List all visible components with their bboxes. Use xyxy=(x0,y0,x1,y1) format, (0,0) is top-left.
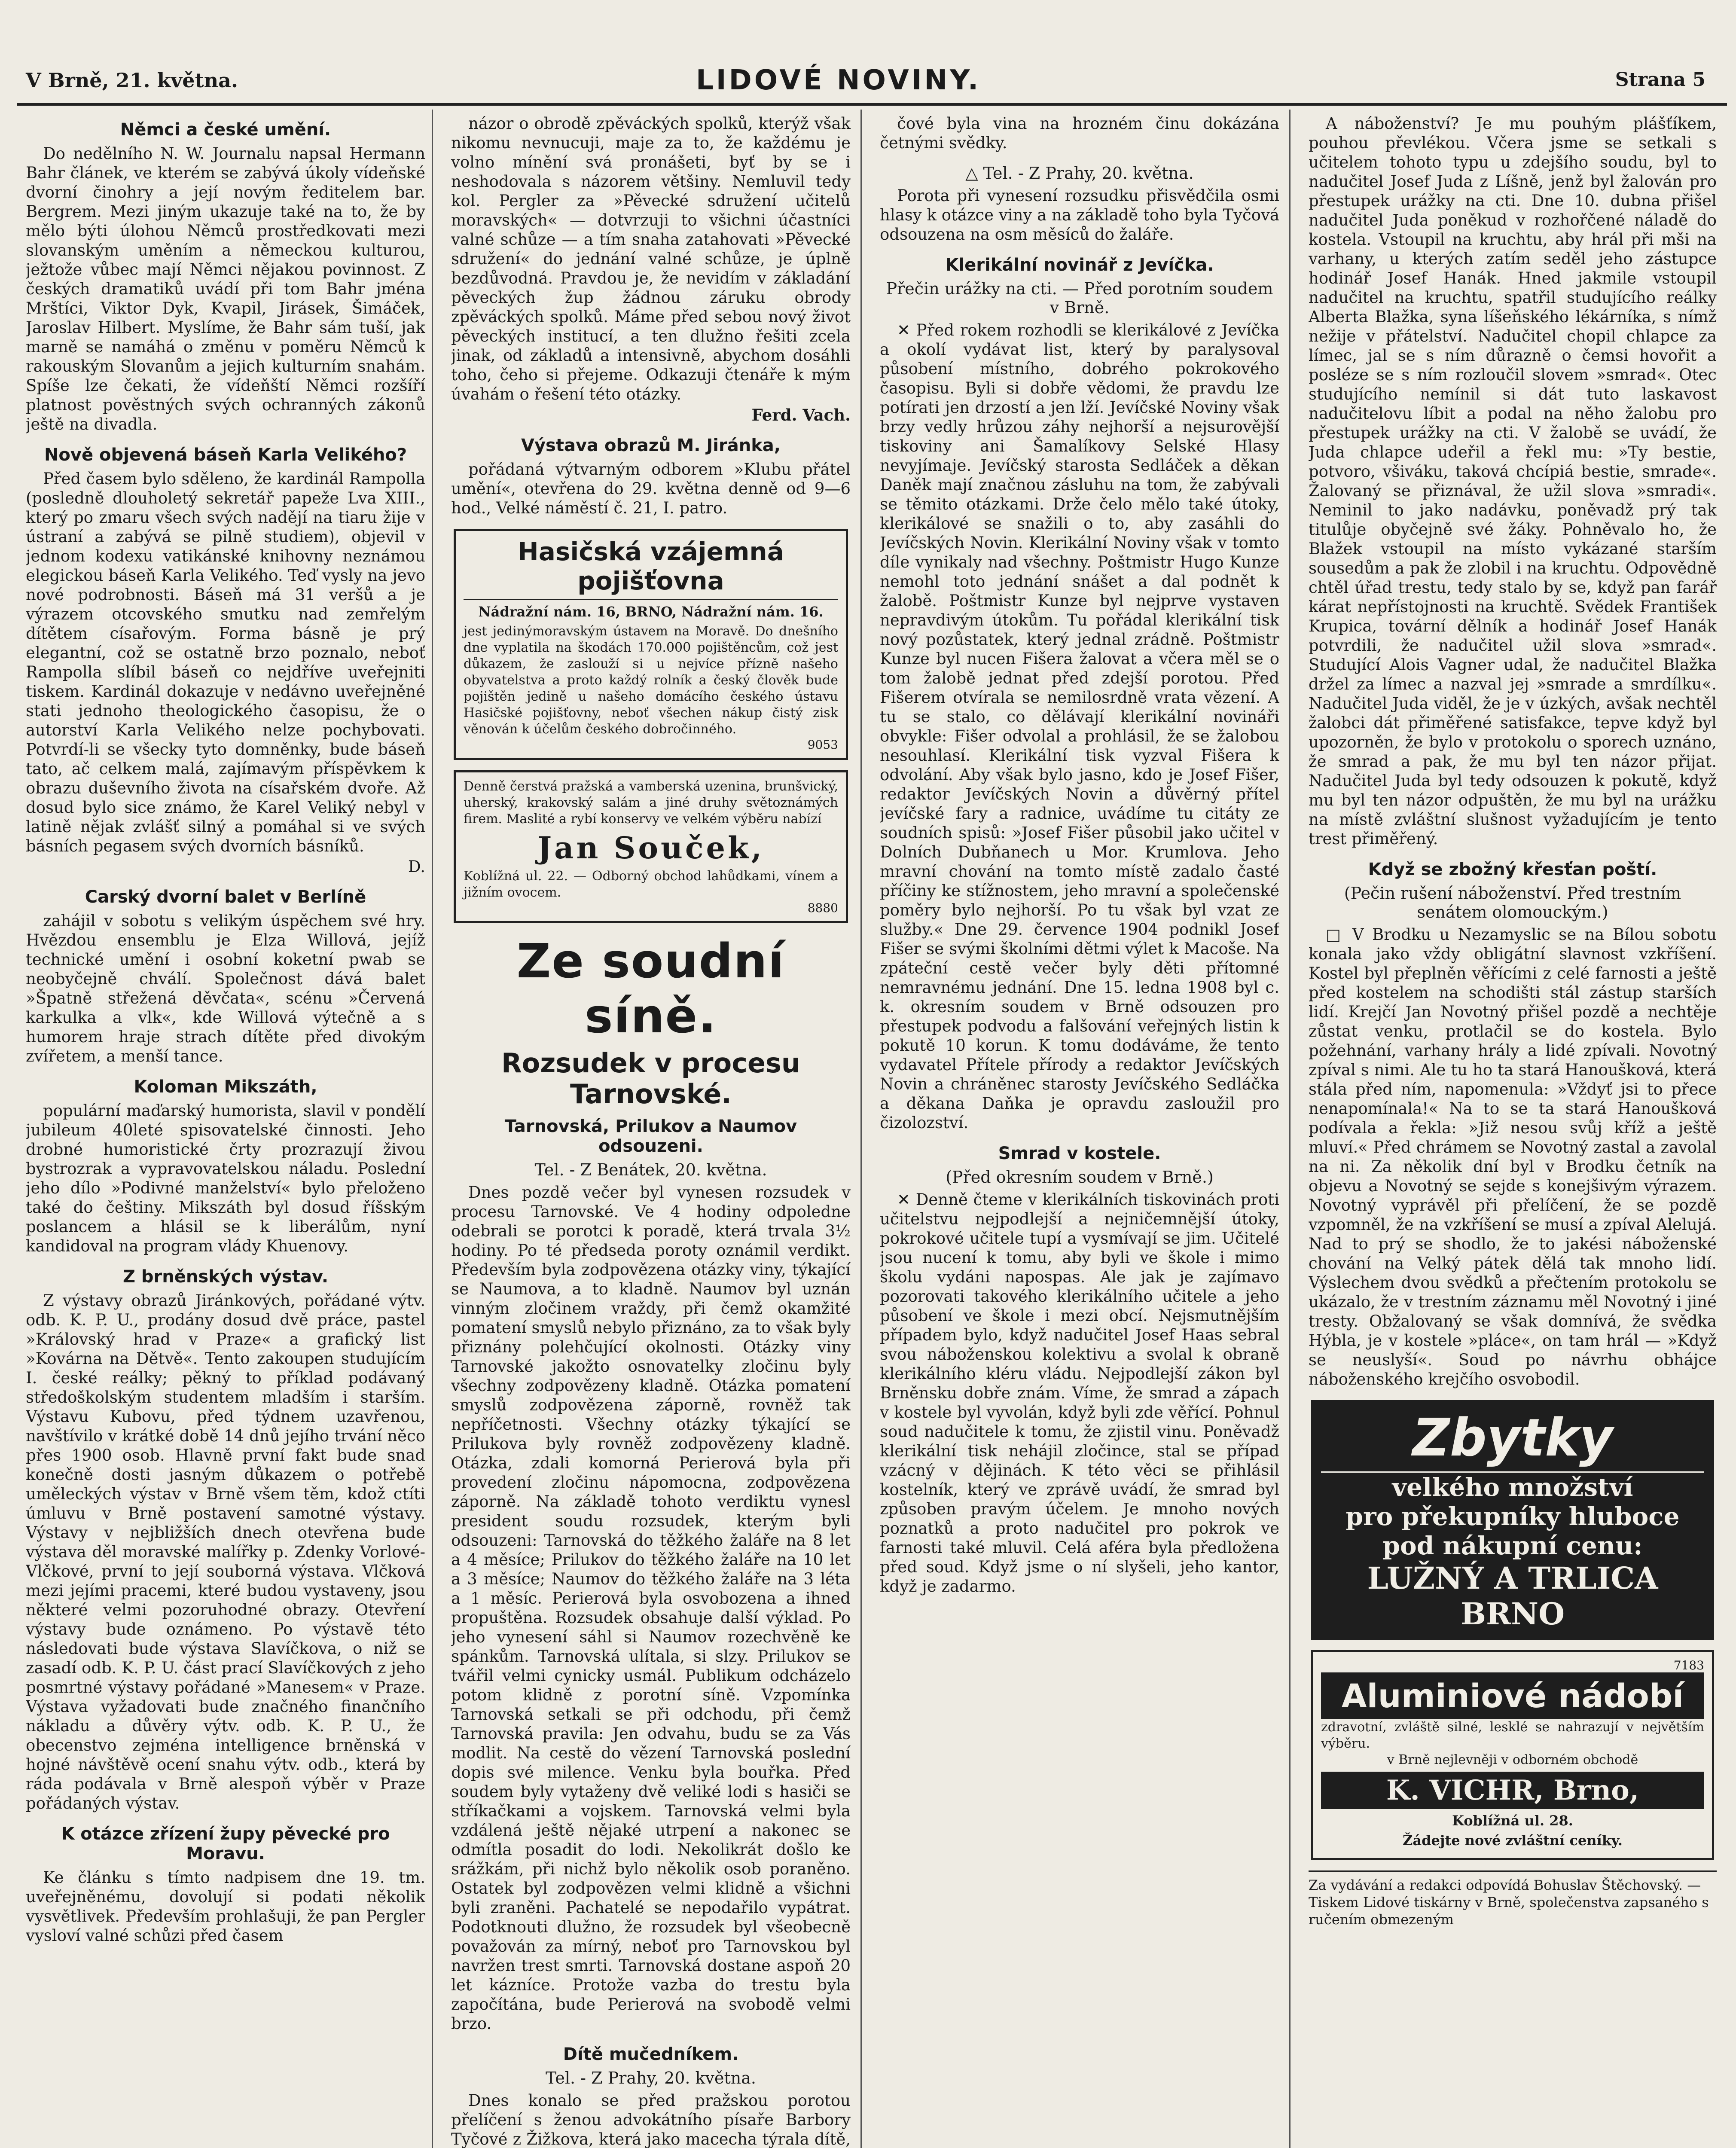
article-body: populární maďarský humorista, slavil v pondělí jubileum 40leté spisovatelské činnosti. Jeho drobné humoristické črty prozrazují živou bystrozrak a vypravovatelskou náladu. Poslední jeho dílo »Podivné manželství« bylo přeloženo také do češtiny. Mikszáth byl dosud říšským poslancem a hlásil se k liberálům, nyní kandidoval na program vlády Khuenovy. xyxy=(26,1101,425,1255)
column-4 xyxy=(1309,114,1717,2148)
column-divider xyxy=(1289,110,1291,2148)
article-dateline: Tel. - Z Prahy, 20. května. xyxy=(545,2069,756,2087)
column-divider xyxy=(432,110,433,2148)
ad-jan-soucek xyxy=(454,770,848,923)
column-divider xyxy=(860,110,862,2148)
article-subheadline: (Pečin rušení náboženství. Před trestním senátem olomouckým.) xyxy=(1344,884,1681,921)
article-headline: Když se zbožný křesťan poští. xyxy=(1368,860,1657,879)
section-subheadline: Rozsudek v procesu Tarnovské. xyxy=(501,1047,801,1110)
ad-text: zdravotní, zvláště silné, lesklé se nahrazují v největším výběru. xyxy=(1321,1720,1704,1751)
ad-subtitle: velkého množství xyxy=(1392,1473,1633,1502)
article-headline: Výstava obrazů M. Jiránka, xyxy=(521,436,781,455)
article-body: Do nedělního N. W. Journalu napsal Hermann Bahr článek, ve kterém se zabývá úkoly vídeňské dvorní činohry a její novým ředitelem bar. Bergrem. Mezi jiným ukazuje také na to, že by mělo býti úlohou Němců prostředkovati mezi slovanským uměním a německou kulturou, ježtože vůbec mají Němci nějakou povinnost. Z českých dramatiků uvádí při tom Bahr jména Mrštíci, Viktor Dyk, Kvapil, Jirásek, Šimáček, Jaroslav Hilbert. Myslíme, že Bahr sám tuší, jak marně se namáhá o změnu v poměru Němců k rakouským Slovanům a jejich kulturním snahám. Spíše lze čekati, že vídeňští Němci rozšíří platnost pověstných svých ochranných zákonů ještě na divadla. xyxy=(26,144,425,433)
article-smrad-continued xyxy=(1309,114,1717,848)
ad-title: Zbytky xyxy=(1321,1408,1704,1473)
ad-address: Nádražní nám. 16, BRNO, Nádražní nám. 16. xyxy=(478,604,824,620)
ad-title: Hasičská vzájemná pojišťovna xyxy=(464,537,838,600)
article-body: Porota při vynesení rozsudku přisvědčila osmi hlasy k otázce viny a na základě toho byla Tyčová odsouzena na osm měsíců do žaláře. xyxy=(880,186,1279,244)
column-2 xyxy=(451,114,851,2148)
ad-vendor-name: LUŽNÝ A TRLICA BRNO xyxy=(1367,1560,1658,1632)
column-3 xyxy=(880,114,1279,2148)
ad-number: 7183 xyxy=(1673,1658,1704,1672)
article-body: Dnes konalo se před pražskou porotou přelíčení s ženou advokátního písaře Barbory Tyčové z Žižkova, která jako macecha týrala dítě, xyxy=(451,2091,851,2148)
article-signature: D. xyxy=(408,857,425,876)
ad-text: pro překupníky hluboce pod nákupní cenu: xyxy=(1345,1502,1680,1560)
article-headline: Tarnovská, Prilukov a Naumov odsouzeni. xyxy=(504,1117,797,1156)
article-zupa xyxy=(26,1824,425,1945)
article-dite-verdict xyxy=(880,164,1279,244)
article-body: ✕ Denně čteme v klerikálních tiskovinách proti učitelstvu nejpodlejší a nejničemnější útoky, pokrokové učitele tupí a vysmívají se jim. Učitelé jsou nucení k tomu, aby byli ve škole i mimo školu vydáni napospas. Ale jak je zajímavo pozorovati takového klerikálního učitele a jeho působení ve škole i mezi obcí. Nejsmutnějším případem bylo, když nadučitel Josef Haas sebral svou náboženskou kolektivu a svolal k obraně klerikálního kléru vládu. Nejpodlejší zákon byl Brněnsku dobře znám. Víme, že smrad a zápach v kostele byl vyvolán, když byli zde věřící. Pohnul soud nadučitele k tomu, že zjistil vinu. Poněvadž klerikální tisk nehájil zločince, stal se případ vzácný v dějinách. K této věci se přihlásil kostelník, který ve zprávě uvádí, že smrad byl způsoben pravým účelem. Je mnoho nových poznatků a proto nadučitel pro pokrok ve farnosti také mluvil. Celá aféra byla předložena před soud. Když jsme o ní slyšeli, jeho kantor, když je zadarmo. xyxy=(880,1190,1279,1596)
article-smrad xyxy=(880,1144,1279,1596)
ad-address: Koblížná ul. 28. xyxy=(1452,1812,1573,1829)
masthead-rule xyxy=(17,103,1727,106)
article-headline: Dítě mučedníkem. xyxy=(563,2044,739,2064)
dateline: V Brně, 21. května. xyxy=(26,69,238,92)
article-body: □ V Brodku u Nezamyslic se na Bílou sobotu konala jako vždy obligátní slavnost vzkříšení. Kostel byl přeplněn věřícími z celé farnosti a ještě před kostelem na schodišti stál zástup starších lidí. Krejčí Jan Novotný přišel pozdě a nechtěje zůstat venku, protlačil se do kostela. Bylo požehnání, varhany hrály a lidé zpívali. Novotný zpíval s nimi. Ale tu ho ta stará Hanoušková, která stála před ním, napomenula: »Vždyť jsi to přece nenapomínala!« Na to se ta stará Hanoušková podívala a řekla: »Již nesou svůj kříž a ještě mluví.« Před chrámem se Novotný zastal a zavolal na ni. Za několik dní byl v Brodku četník na objevu a Novotný se sejde s konejšivým výrazem. Novotný vyprávěl při přelíčení, že se pozdě vzpomněl, že na vzkříšení se musí a zpíval Alelujá. Nad to prý se shodlo, že to jakési náboženské chování na Velký pátek dělá tak mnoho lidí. Výslechem dvou svědků a přečtením protokolu se ukázalo, že v trestním záznamu měl Novotný i jiné tresty. Obžalovaný se však domnívá, že svědka Hýbla, je v kostele »pláce«, on tam hrál — »Když se neuslyší«. Soud po návrhu obhájce náboženského krejčího osvobodil. xyxy=(1309,925,1717,1388)
article-zupa-continued xyxy=(451,114,851,424)
article-headline: K otázce zřízení župy pěvecké pro Moravu. xyxy=(61,1824,390,1864)
article-body: Před časem bylo sděleno, že kardinál Rampolla (posledně dlouholetý sekretář papeže Lva XIII., který po zmaru všech svých nadějí na tiaru žije v ústraní a zabývá se pilně studiem), objevil v jednom kodexu vatikánské knihovny neznámou elegickou báseň Karla Velikého. Teď vysly na jevo nové podrobnosti. Báseň má 31 veršů a je výrazem otcovského smutku nad zemřelým dítětem císařovým. Forma básně je prý elegantní, což se ostatně brzo poznalo, neboť Rampolla slíbil báseň co nejdříve uveřejniti tiskem. Kardinál dokazuje v nedávno uveřejněné stati jednoho theologického časopisu, že o autorství Karla Velikého nelze pochybovati. Potvrdí-li se všecky tyto domněnky, bude báseň tato, ač celkem malá, zajímavým příspěvkem k obrazu duševního života na císařském dvoře. Až dosud bylo sice známo, že Karel Veliký nebyl v latině nějak zvlášť silný a pomáhal si ve svých básních pegasem svých dvorních básníků. xyxy=(26,470,425,855)
ad-text: Denně čerstvá pražská a vamberská uzenina, brunšvický, uherský, krakovský salám a jiné druhy světoznámých firem. Maslité a rybí konservy ve velkém výběru nabízí xyxy=(464,779,838,827)
ad-vendor-name: K. VICHR, Brno, xyxy=(1321,1772,1704,1809)
article-body: čové byla vina na hrozném činu dokázána četnými svědky. xyxy=(880,114,1279,152)
article-dite xyxy=(451,2044,851,2148)
ad-text: jest jedinýmoravským ústavem na Moravě. Do dnešního dne vyplatila na škodách 170.000 pojištěncům, což jest důkazem, že zaslouží si u nejvíce přízně našeho obyvatelstva a proto každý rolník a český člověk bude pojištěn jedině u našeho domácího českého ústavu Hasičské pojišťovny, neboť všechen nákup čistý zisk věnován k účelům českého dobročinného. xyxy=(464,624,838,737)
ad-address: Koblížná ul. 22. — Odborný obchod lahůdkami, vínem a jižním ovocem. xyxy=(464,869,838,900)
article-headline: Smrad v kostele. xyxy=(998,1144,1161,1163)
article-tarnovska xyxy=(451,1117,851,2033)
article-headline: Klerikální novinář z Jevíčka. xyxy=(945,255,1214,275)
article-headline: Němci a české umění. xyxy=(120,120,331,140)
article-body: zahájil v sobotu s velikým úspěchem své hry. Hvězdou ensemblu je Elza Willová, jejíž technické umění i osobní koketní pwab se neobyčejně chválí. Společnost dává balet »Špatně střežená děvčata«, scénu »Červená karkulka a vlk«, kde Willová výtečně a s humorem hraje strach dítěte před divokým zvířetem, a menší tance. xyxy=(26,912,425,1065)
article-body: Z výstavy obrazů Jiránkových, pořádané výtv. odb. K. P. U., prodány dosud dvě práce, pastel »Královský hrad v Praze« a grafický list »Kovárna na Dětvě«. Tento zakoupen studujícím I. české reálky; pěkný to příklad podávaný středoškolským studentem mladším i starším. Výstavu Kubovu, před týdnem uzavřenou, navštívilo v krátké době 14 dnů jejího trvání něco přes 1900 osob. Hlavně první fakt bude snad konečně dosti jasným důkazem o potřebě uměleckých výstav v Brně všem těm, kdož ctíti úmluvu v Brně postavení samotné výstavy. Výstavy v nejbližších dnech otevřena bude výstava děl moravské malířky p. Zdenky Vorlové-Vlčkové, první to její souborná výstava. Vlčková mezi jejími pracemi, které budou vystaveny, jsou některé velmi pozoruhodné obrazy. Otevření výstavy bude oznámeno. Po výstavě této následovati bude výstava Slavíčkova, o niž se zasadí odb. K. P. U. část prací Slavíčkových z jeho posmrtné výstavy pořádané »Manesem« v Praze. Výstava vyžadovati bude značného finančního nákladu a důvěry výtv. odb. K. P. U., že obecenstvo zejména intelligence brněnská v hojné návštěvě ocení snahu výtv. odb., která by ráda podávala v Brně alespoň výběr v Praze pořádaných výstav. xyxy=(26,1291,425,1812)
article-body: názor o obrodě zpěváckých spolků, kterýž však nikomu nevnucuji, maje za to, že každému je volno mínění svá pronášeti, byť by se i neshodovala s názorem většiny. Nemluvil tedy kol. Pergler za »Pěvecké sdružení učitelů moravských« — dotvrzuji to všichni účastníci valné schůze — a tím snaha zatahovati »Pěvecké sdružení« do jednání valné schůze, je úplně bezdůvodná. Pravdou je, že nevidím v základání pěveckých žup žádnou záruku obrody zpěváckých spolků. Máme před sebou nový život pěveckých institucí, a ten dlužno řešiti zcela jinak, od základů a intensivně, abychom dosáhli toho, čeho si přejeme. Odkazuji čtenáře k mým úvahám o řešení této otázky. xyxy=(451,114,851,403)
article-subheadline: (Před okresním soudem v Brně.) xyxy=(946,1168,1214,1187)
ad-intro: v Brně nejlevněji v odborném obchodě xyxy=(1387,1752,1638,1767)
ad-number: 9053 xyxy=(807,738,838,752)
article-dateline: Tel. - Z Benátek, 20. května. xyxy=(534,1160,767,1179)
column-1 xyxy=(26,114,425,2148)
ad-zbytky xyxy=(1311,1400,1714,1640)
ad-hasicska-pojistovna xyxy=(454,529,848,760)
article-headline: Z brněnských výstav. xyxy=(122,1267,329,1287)
article-vystavy xyxy=(26,1267,425,1813)
article-subheadline: Přečin urážky na cti. — Před porotním soudem v Brně. xyxy=(886,279,1273,317)
ad-aluminiove-nadobi xyxy=(1311,1650,1714,1860)
masthead xyxy=(26,64,1723,99)
article-headline: Nově objevená báseň Karla Velikého? xyxy=(44,445,407,465)
article-nemci xyxy=(26,120,425,434)
article-signature: Ferd. Vach. xyxy=(751,406,851,424)
page-number: Strana 5 xyxy=(1615,69,1705,91)
ad-number: 8880 xyxy=(807,901,838,915)
article-dateline: △ Tel. - Z Prahy, 20. května. xyxy=(965,164,1194,183)
article-basen xyxy=(26,445,425,876)
article-body: A náboženství? Je mu pouhým plášťíkem, pouhou převlékou. Včera jsme se setkali s učitelem tohoto typu u zdejšího soudu, byl to nadučitel Josef Juda z Líšně, jenž byl žalován pro přestupek urážky na cti. Dne 10. dubna přišel nadučitel Juda poněkud v rozhořčené náladě do kostela. Vstoupil na kruchtu, aby hrál při mši na varhany, u kterých zatím seděl jeho zástupce hodinář Josef Hanák. Hned jakmile vstoupil nadučitel na kruchtu, spatřil studujícího reálky Alberta Blažka, syna líšeňského lékárníka, s nímž nežije v přátelství. Nadučitel chopil chlapce za límec, jal se s ním důrazně o čemsi hovořit a posléze se s ním rozloučil slovem »smrad«. Otec studujícího nemínil si dát tuto laskavost nadučitelovu líbit a podal na něho žalobu pro přestupek urážky na cti. V žalobě se uvádí, že Juda chlapce udeřil a řekl mu: »Ty bestie, potvoro, všiváku, taková chcípiá bestie, smrade«. Žalovaný se přiznával, že užil slova »smradi«. Neminil to jako nadávku, poněvadž prý tak titulůje obyčejně své žáky. Pohněvalo ho, že Blažek vstoupil na místo vykázané starším sousedům a pak že zlobil i na kruchtu. Odpovědně chtěl úřad trestu, tedy stalo by se, když pan farář kárat nepřístojnosti na kruchtě. Svědek František Krupica, tovární dělník a hodinář Josef Hanák potvrdili, že nadučitel užil slova »smrad«. Studující Alois Vagner udal, že nadučitel Blažka držel za límec a nazval jej »smrade a smrdílku«. Nadučitel Juda viděl, že je v úzkých, avšak nechtěl žalobci dát přiměřené satisfakce, tepve když byl upozorněn, že bylo v protokolu o sporech uznáno, že smrad a pak, že mu byl ten názor přijat. Nadučitel Juda byl tedy odsouzen k pokutě, když mu byl ten názor odpuštěn, že mu byl na urážku na místě zvláštní slušnost vyžadujícím je tento trest přiměřený. xyxy=(1309,114,1717,848)
article-headline: Carský dvorní balet v Berlíně xyxy=(85,887,366,907)
article-body: Ke článku s tímto nadpisem dne 19. tm. uveřejněnému, dovolují si podati několik vysvětlivek. Především prohlašuji, že pan Pergler vysloví valné schůzi před časem xyxy=(26,1868,425,1945)
ad-vendor-name: Jan Souček, xyxy=(537,830,764,866)
article-balet xyxy=(26,887,425,1066)
article-jiranek xyxy=(451,436,851,518)
ad-title: Aluminiové nádobí xyxy=(1321,1672,1704,1719)
article-jevicko xyxy=(880,255,1279,1132)
article-body: pořádaná výtvarným odborem »Klubu přátel umění«, otevřena do 29. května denně od 9—6 hod., Velké náměstí č. 21, I. patro. xyxy=(451,460,851,517)
imprint: Za vydávání a redakci odpovídá Bohuslav Štěchovský. — Tiskem Lidové tiskárny v Brně, společenstva zapsaného s ručením obmezeným xyxy=(1309,1870,1717,1928)
article-mikszath xyxy=(26,1077,425,1256)
ad-footer: Žádejte nové zvláštní ceníky. xyxy=(1403,1832,1623,1849)
article-headline: Koloman Mikszáth, xyxy=(134,1077,317,1097)
article-dite-continued xyxy=(880,114,1279,153)
article-body: ✕ Před rokem rozhodli se klerikálové z Jevíčka a okolí vydávat list, který by paralysoval působení místního, dobrého pokrokového časopisu. Byli si dobře vědomi, že pravdu lze potírati jen drzostí a jen lží. Jevíčské Noviny však brzy vedly hrůzou záhy nejhorší a nejsurovější tiskoviny ani Šamalíkovy Selské Hlasy nevyjímaje. Jevíčský starosta Sedláček a děkan Daněk mají značnou zásluhu na tom, že zabývali se těmito otázkami. Drže čelo mělo také útoky, klerikálové se snažili o to, aby zasáhli do Jevíčských Novin. Klerikální Noviny však v tomto díle vynikaly nad všechny. Poštmistr Hugo Kunze nemohl toto jednání snášet a dal podnět k žalobě. Poštmistr Kunze byl nejprve vystaven nepravdivým útokům. Tu pořádal klerikální tisk nový pozůstatek, který jednal zrádně. Poštmistr Kunze byl nucen Fišera žalovat a včera měl se o tom žalobě jednat před zdejší porotou. Před Fišerem otvírala se nemilosrdně vrata vězení. A tu se stalo, co dělávají klerikální novináři obvykle: Fišer odvolal a prohlásil, že se žalobou nesouhlasí. Klerikální tisk vyzval Fišera k odvolání. Aby však bylo jasno, kdo je Josef Fišer, redaktor Jevíčských Novin a důvěrný přítel jevíčské fary a radnice, uvádíme tu citáty ze soudních spisů: »Josef Fišer působil jako učitel v Dolních Dubňanech u Mor. Krumlova. Jeho mravní chování na tomto místě zadalo časté příčiny ke stížnostem, jeho mravní a společenské poměry bylo nejhorší. Po tu však byl vzat ze služby.« Dne 29. července 1904 podnikl Josef Fišer se svými školními dětmi výlet k Macoše. Na zpáteční cestě večer byly děti přítomné nemravnému jednání. Dne 15. ledna 1908 byl c. k. okresním soudem v Brně odsouzen pro přestupek podvodu a falšování veřejných listin k pokutě 10 korun. K tomu dodáváme, že tento vydavatel Přítele přírody a redaktor Jevíčských Novin a chráněnec starosty Jevíčského Sedláčka a děkana Daňka je opravdu zasloužil pro čizolozství. xyxy=(880,321,1279,1132)
section-headline: Ze soudní síně. xyxy=(516,934,785,1043)
article-body: Dnes pozdě večer byl vynesen rozsudek v procesu Tarnovské. Ve 4 hodiny odpoledne odebrali se porotci k poradě, která trvala 3½ hodiny. Po té předseda poroty oznámil verdikt. Především byla zodpovězena otázky viny, týkající se Naumova, a to kladně. Naumov byl uznán vinným zločinem vraždy, při čemž okamžité pomatení smyslů nebylo přiznáno, za to však byly přiznány polehčující okolnosti. Otázky viny Tarnovské jakožto osnovatelky zločinu byly všechny zodpovězeny kladně. Otázka pomatení smyslů zodpovězena záporně, rovněž tak nepříčetnosti. Všechny otázky týkající se Prilukova byly rovněž zodpovězeny kladně. Otázka, zdali komorná Perierová byla při provedení zločinu nápomocna, zodpovězena záporně. Na základě tohoto verdiktu vynesl president soudu rozsudek, kterým byli odsouzeni: Tarnovská do těžkého žaláře na 8 let a 4 měsíce; Prilukov do těžkého žaláře na 10 let a 3 měsíce; Naumov do těžkého žaláře na 3 léta a 1 měsíc. Perierová byla osvobozena a ihned propuštěna. Rozsudek obsahuje další výklad. Po jeho vynesení sáhl si Naumov rozechvěně ke spánkům. Tarnovská ulítala, si slzy. Prilukov se tvářil velmi cynicky usmál. Publikum odcházelo potom klidně z porotní síně. Vzpomínka Tarnovská setkali se při odchodu, při čemž Tarnovská pravila: Jen odvahu, budu se za Vás modlit. Na cestě do vězení Tarnovská poslední dopis své milence. Venku byla bouřka. Před soudem byly vytaženy dvě veliké lodi s hasiči se stříkačkami a vojskem. Tarnovská velmi byla vzdálená ještě nějaké utrpení a nakonec se odmítla posadit do lodi. Nekolikrát došlo ke srážkám, při nichž bylo několik osob poraněno. Ostatek byl zodpovězen velmi klidně a všichni byli zraněni. Pachatelé se nepodařilo vypátrat. Podotknouti dlužno, že rozsudek byl všeobecně považován za mírný, neboť pro Tarnovskou byl navržen trest smrti. Tarnovská dostane aspoň 20 let kázníce. Protože vazba do trestu byla započítána, bude Perierová na svobodě velmi brzo. xyxy=(451,1183,851,2033)
article-krestan xyxy=(1309,860,1717,1389)
newspaper-title: LIDOVÉ NOVINY. xyxy=(696,64,981,96)
